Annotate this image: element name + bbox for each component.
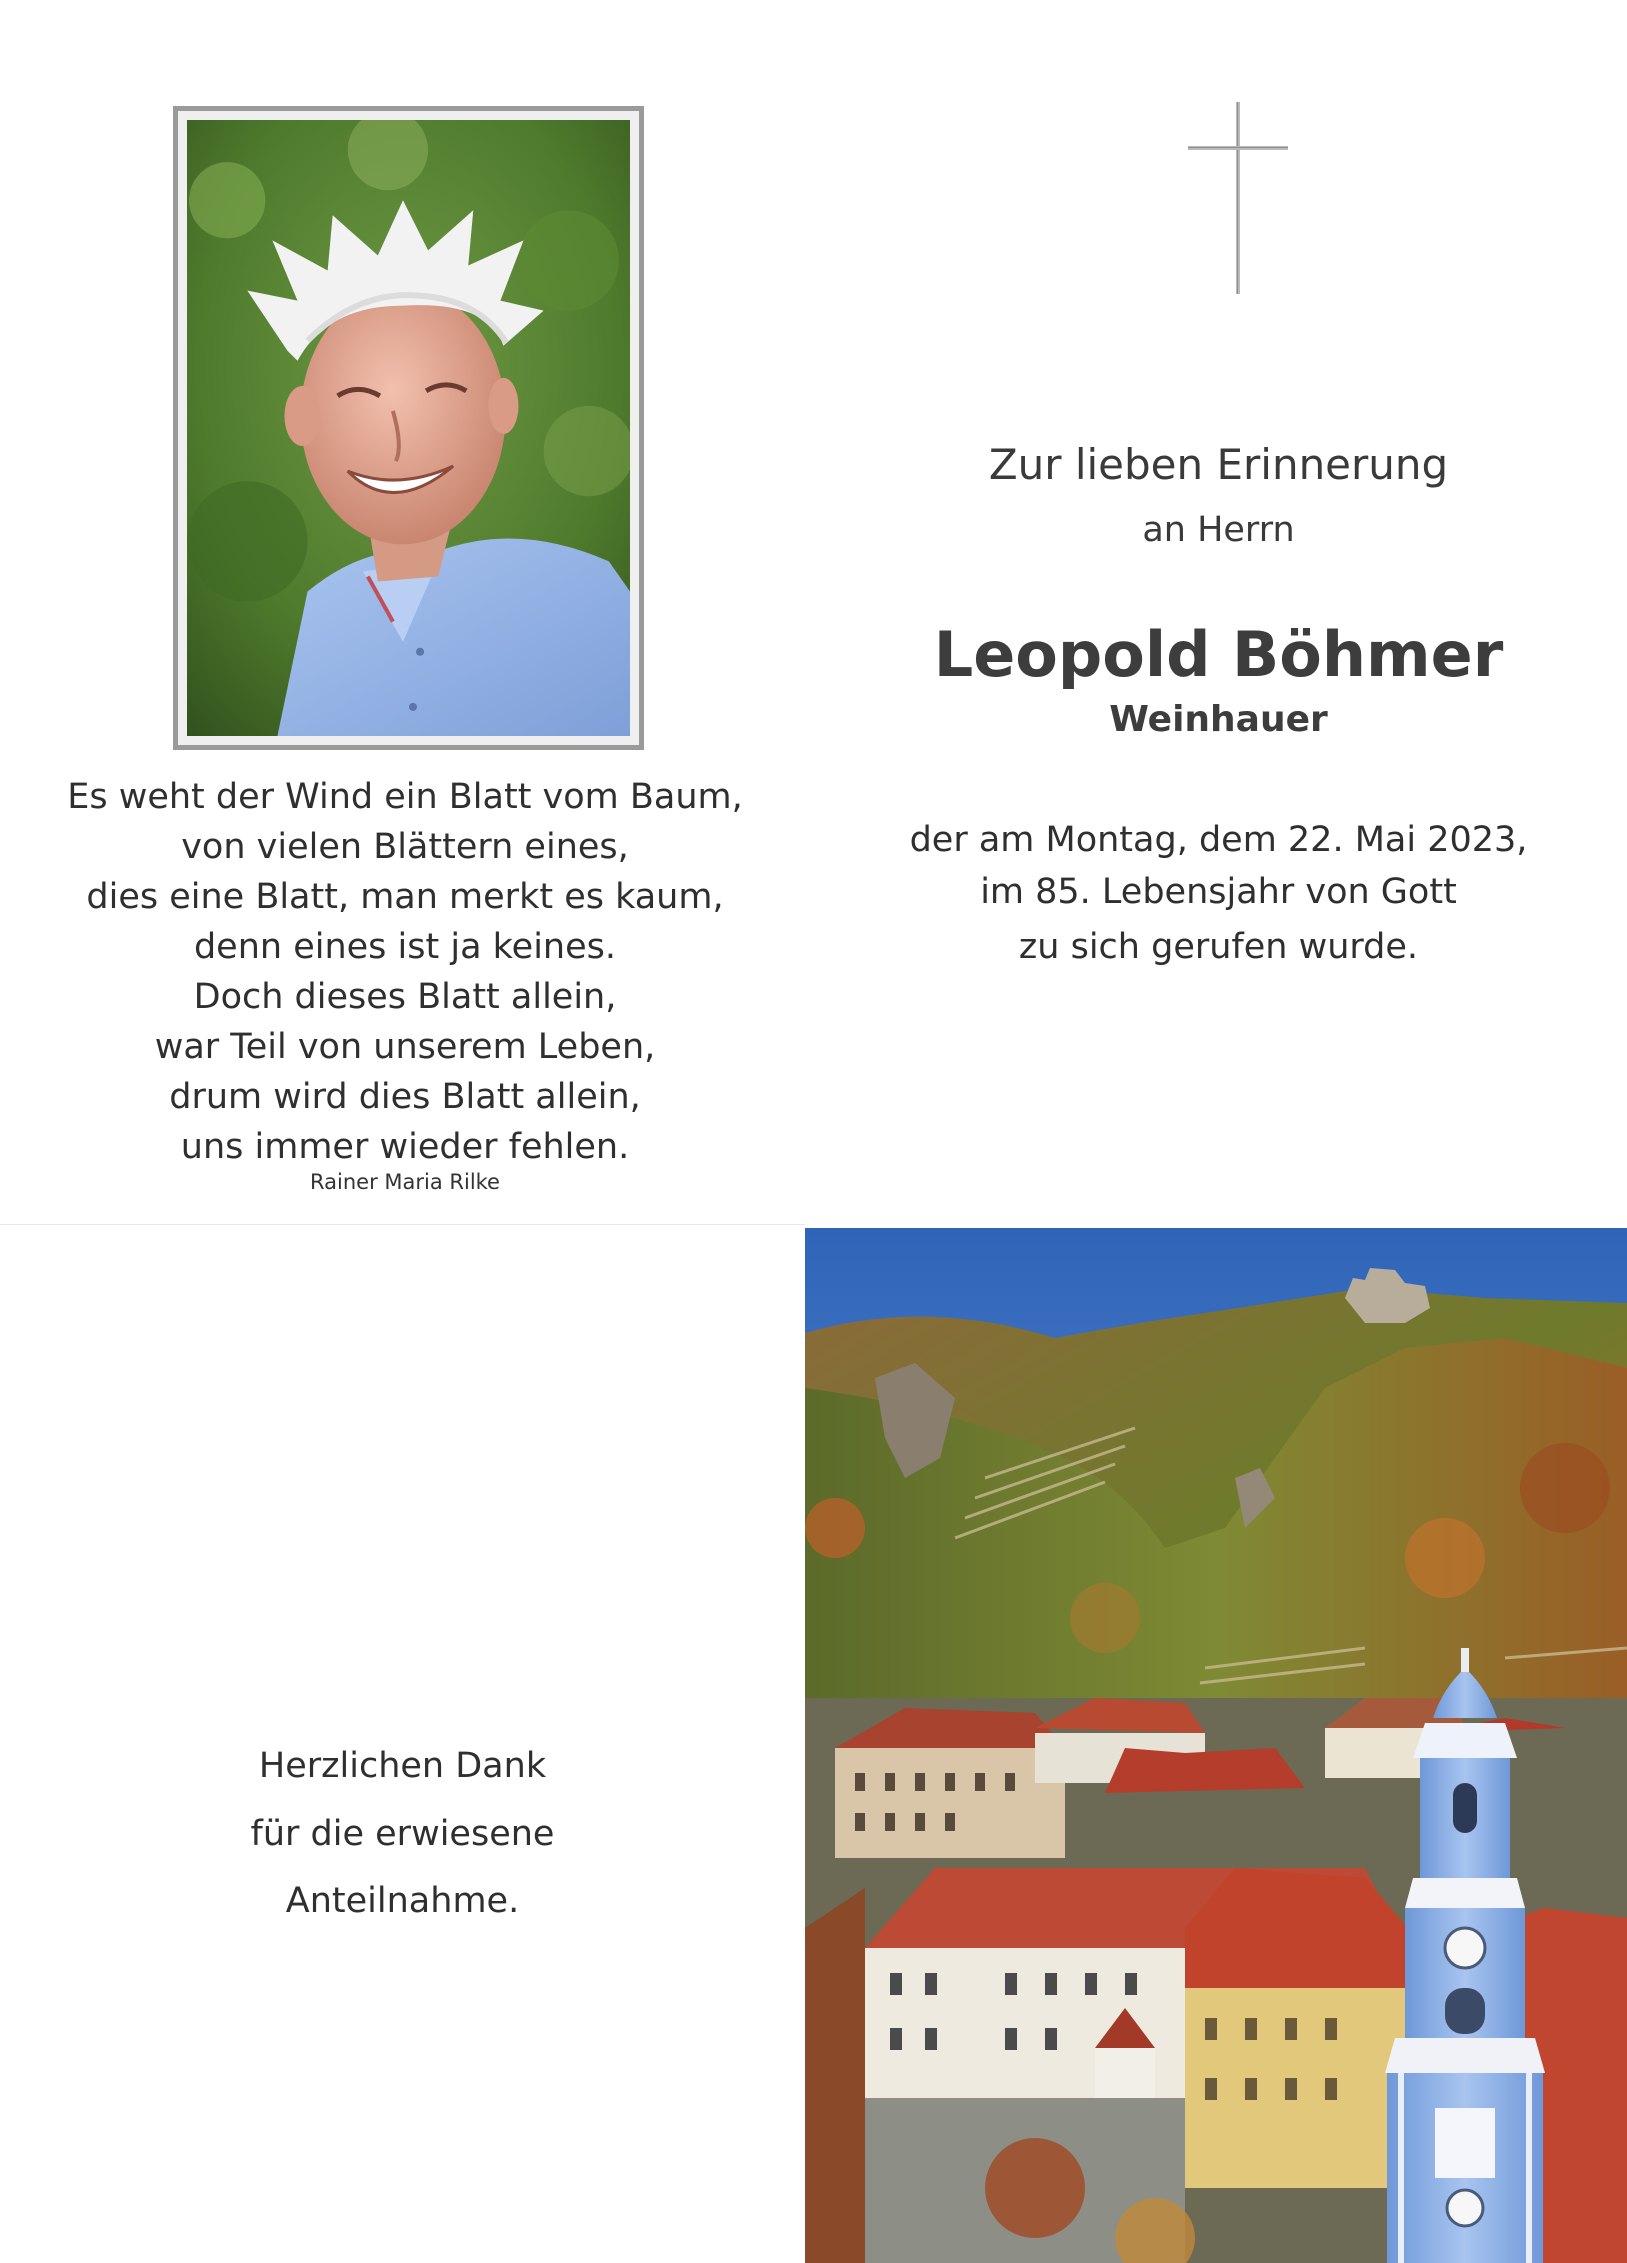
portrait-panel: [0, 0, 810, 1222]
memorial-heading: Zur lieben Erinnerung: [988, 440, 1449, 489]
thanks-line: Anteilnahme.: [285, 1881, 520, 1921]
poem-line: war Teil von unserem Leben,: [154, 1027, 656, 1067]
poem-line: drum wird dies Blatt allein,: [169, 1077, 641, 1117]
poem-line: dies eine Blatt, man merkt es kaum,: [86, 877, 724, 917]
poem-line: Doch dieses Blatt allein,: [193, 977, 617, 1017]
poem: [0, 772, 810, 1194]
poem-author: Rainer Maria Rilke: [310, 1170, 500, 1194]
deceased-occupation: Weinhauer: [1109, 699, 1328, 740]
cross-icon: [1188, 102, 1288, 294]
poem-line: denn eines ist ja keines.: [193, 927, 617, 967]
portrait-photo: [187, 120, 630, 736]
landscape-photo-panel: [805, 1228, 1627, 2263]
memorial-salutation: an Herrn: [1142, 510, 1295, 550]
death-line: zu sich gerufen wurde.: [1018, 927, 1419, 967]
poem-line: von vielen Blättern eines,: [181, 827, 629, 867]
death-line: der am Montag, dem 22. Mai 2023,: [909, 820, 1528, 860]
thanks-line: für die erwiesene: [250, 1814, 555, 1854]
thanks-line: Herzlichen Dank: [258, 1746, 547, 1786]
landscape-photo: [805, 1228, 1627, 2263]
portrait-photo-frame: [173, 106, 644, 750]
poem-line: Es weht der Wind ein Blatt vom Baum,: [67, 777, 743, 817]
death-line: im 85. Lebensjahr von Gott: [980, 872, 1457, 912]
deceased-name: Leopold Böhmer: [933, 618, 1504, 691]
thanks-panel: [0, 1222, 805, 2263]
poem-line: uns immer wieder fehlen.: [180, 1127, 630, 1167]
